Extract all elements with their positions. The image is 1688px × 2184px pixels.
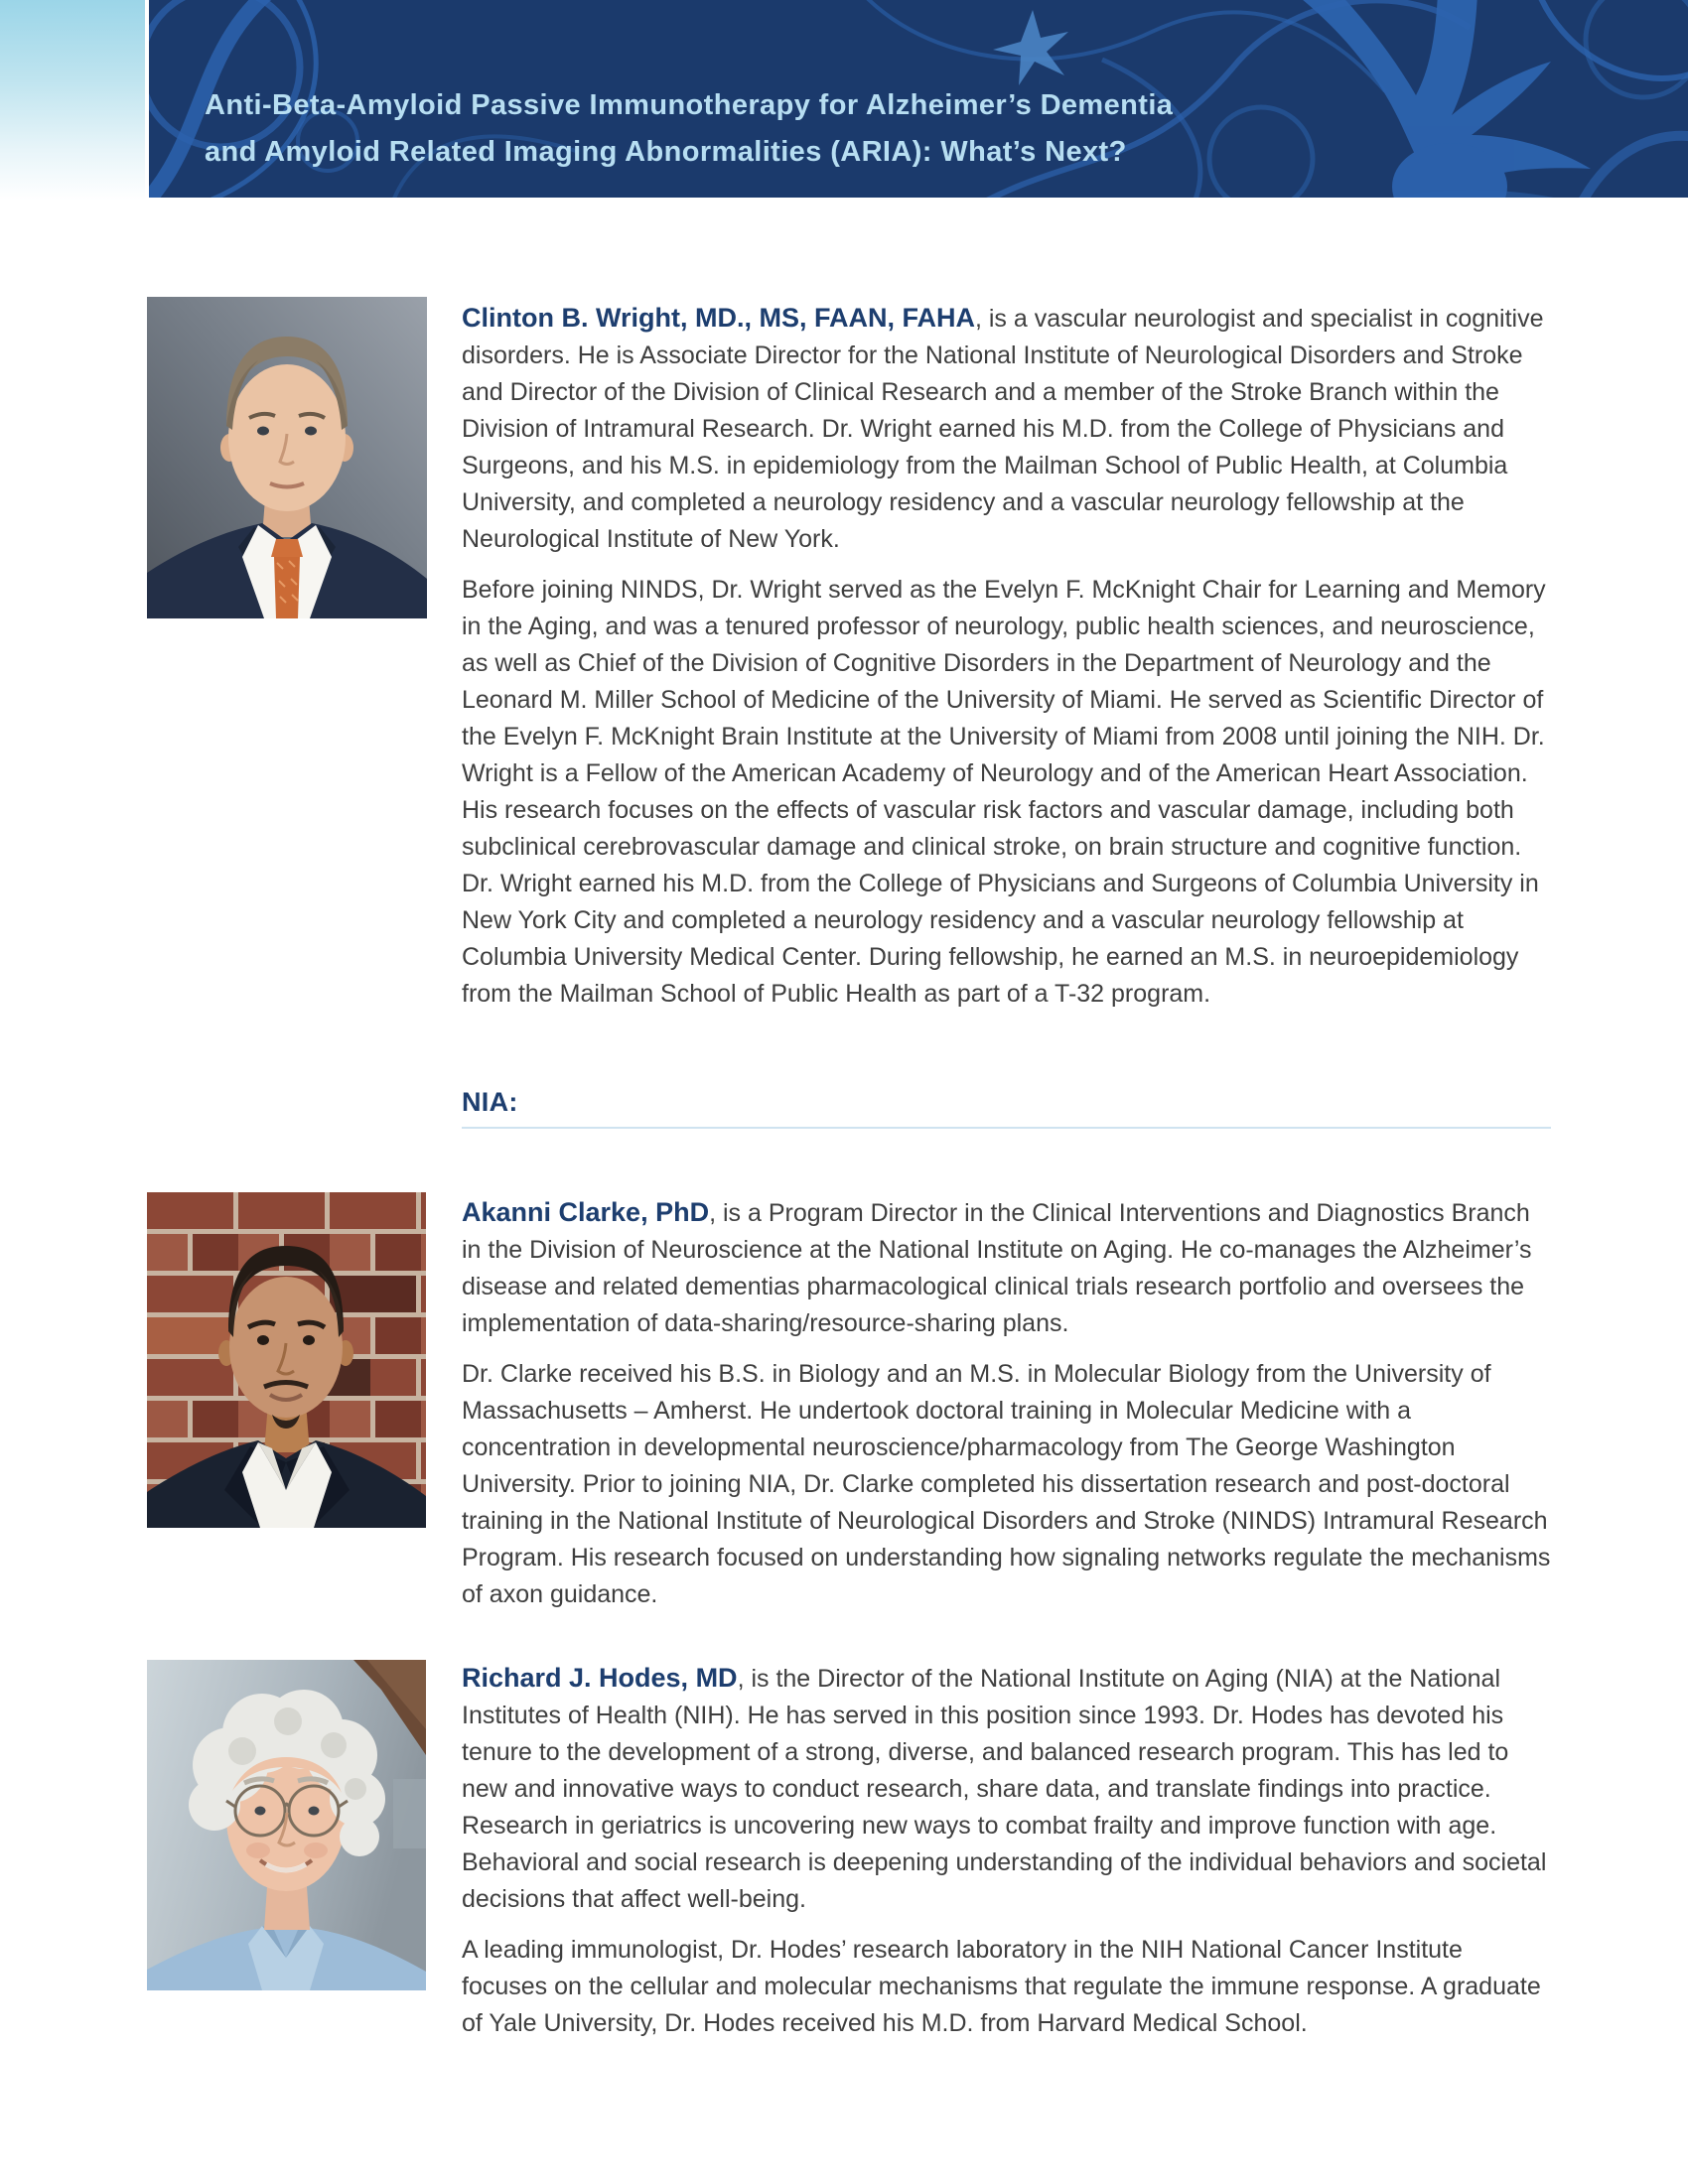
portrait-clinton-wright [147,297,427,618]
bio-paragraph-text: , is the Director of the National Institute on Aging (NIA) at the National Institutes of Health (NIH). He has served in this position since 1993. Dr. Hodes has devoted his tenure to the development of a strong, diverse, and balanced research program. This has led to new and innovative ways to conduct research, share data, and translate findings into practice. Research in geriatrics is uncovering new ways to combat frailty and improve function with age. Behavioral and social research is deepening understanding of the individual behaviors and societal decisions that affect well-being. [462,1665,1547,1913]
left-accent-stripe [0,0,145,201]
bio-paragraph: A leading immunologist, Dr. Hodes’ research laboratory in the NIH National Cancer Institute focuses on the cellular and molecular mechanisms that regulate the immune response. A graduate of Yale University, Dr. Hodes received his M.D. from Harvard Medical School. [462,1936,1541,2037]
bio-clinton-wright [462,300,1551,1026]
bio-paragraph-text: , is a vascular neurologist and specialist in cognitive disorders. He is Associate Director for the National Institute of Neurological Disorders and Stroke and Director of the Division of Clinical Research and a member of the Stroke Branch within the Division of Intramural Research. Dr. Wright earned his M.D. from the College of Physicians and Surgeons, and his M.S. in epidemiology from the Mailman School of Public Health, at Columbia University, and completed a neurology residency and a vascular neurology fellowship at the Neurological Institute of New York. [462,305,1544,553]
bio-richard-hodes [462,1660,1551,2056]
synapse-star-shape [993,10,1068,85]
bio-name: Akanni Clarke, PhD [462,1197,710,1227]
section-heading: NIA: [462,1087,518,1117]
header-banner [149,0,1688,198]
bio-paragraph [462,300,1551,558]
page-title-line2: and Amyloid Related Imaging Abnormalities (ARIA): What’s Next? [205,136,1127,168]
section-nia [462,1086,1551,1129]
bio-paragraph [462,1194,1551,1342]
page-title [205,82,1173,176]
neuron-shape [1291,0,1591,198]
bio-paragraph-text: , is a Program Director in the Clinical Interventions and Diagnostics Branch in the Division of Neuroscience at the National Institute on Aging. He co-manages the Alzheimer’s disease and related dementias pharmacological clinical trials research portfolio and oversees the implementation of data-sharing/resource-sharing plans. [462,1199,1532,1337]
bio-paragraph: Before joining NINDS, Dr. Wright served as the Evelyn F. McKnight Chair for Learning and Memory in the Aging, and was a tenured professor of neurology, public health sciences, and neuroscience, as well as Chief of the Division of Cognitive Disorders in the Department of Neurology and the Leonard M. Miller School of Medicine of the University of Miami. He served as Scientific Director of the Evelyn F. McKnight Brain Institute at the University of Miami from 2008 until joining the NIH. Dr. Wright is a Fellow of the American Academy of Neurology and of the American Heart Association. His research focuses on the effects of vascular risk factors and vascular damage, including both subclinical cerebrovascular damage and clinical stroke, on brain structure and cognitive function. Dr. Wright earned his M.D. from the College of Physicians and Surgeons of Columbia University in New York City and completed a neurology residency and a vascular neurology fellowship at Columbia University Medical Center. During fellowship, he earned an M.S. in neuroepidemiology from the Mailman School of Public Health as part of a T-32 program. [462,576,1546,1008]
section-divider [462,1127,1551,1129]
portrait-akanni-clarke [147,1192,426,1528]
bio-paragraph: Dr. Clarke received his B.S. in Biology and an M.S. in Molecular Biology from the University of Massachusetts – Amherst. He undertook doctoral training in Molecular Medicine with a concentration in developmental neuroscience/pharmacology from The George Washington University. Prior to joining NIA, Dr. Clarke completed his dissertation research and post-doctoral training in the National Institute of Neurological Disorders and Stroke (NINDS) Intramural Research Program. His research focused on understanding how signaling networks regulate the mechanisms of axon guidance. [462,1360,1551,1608]
portrait-richard-hodes [147,1660,426,1990]
bio-name: Richard J. Hodes, MD [462,1663,738,1693]
page-title-line1: Anti-Beta-Amyloid Passive Immunotherapy for Alzheimer’s Dementia [205,89,1174,121]
bio-name: Clinton B. Wright, MD., MS, FAAN, FAHA [462,303,975,333]
bio-akanni-clarke [462,1194,1551,1627]
bio-paragraph [462,1660,1551,1918]
